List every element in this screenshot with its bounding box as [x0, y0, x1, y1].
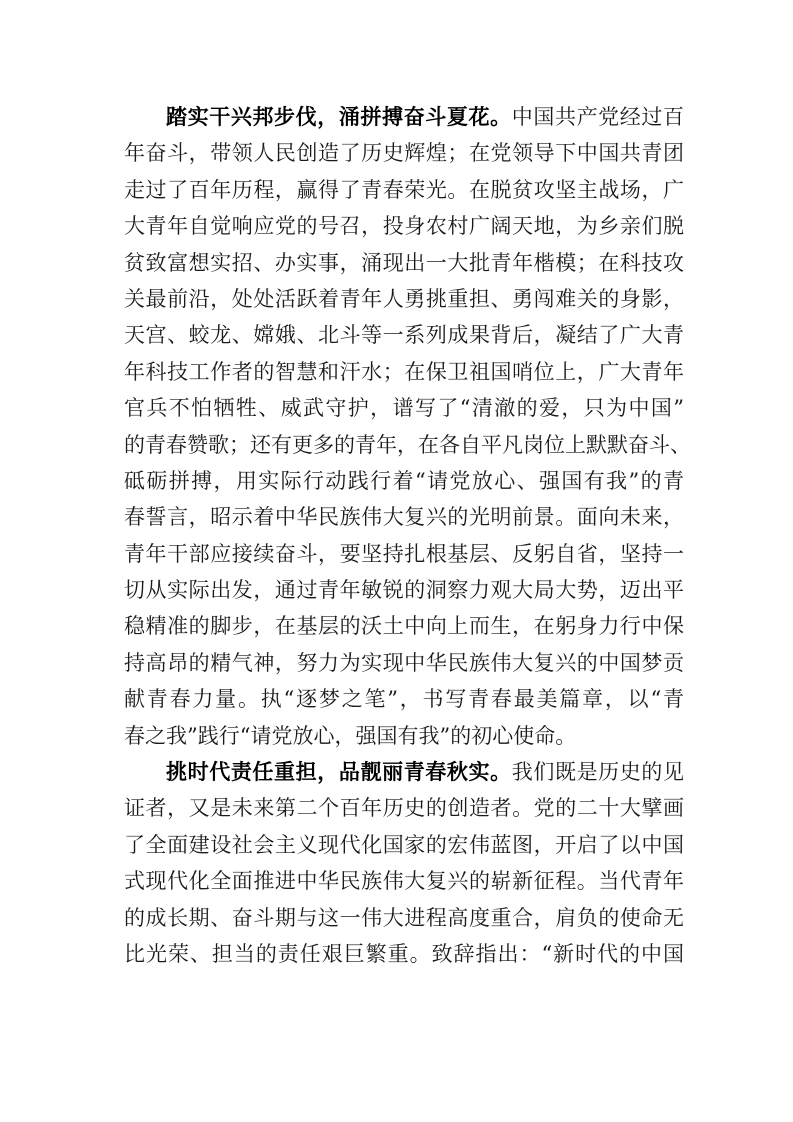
text-line: 切从实际出发，通过青年敏锐的洞察力观大局大势，迈出平: [124, 578, 684, 603]
text-line: 关最前沿，处处活跃着青年人勇挑重担、勇闯难关的身影，: [124, 286, 684, 311]
text-line: 年奋斗，带领人民创造了历史辉煌；在党领导下中国共青团: [124, 141, 684, 166]
text-line: 大青年自觉响应党的号召，投身农村广阔天地，为乡亲们脱: [124, 214, 684, 239]
text-line: 年科技工作者的智慧和汗水；在保卫祖国哨位上，广大青年: [124, 359, 684, 384]
paragraph-text: 我们既是历史的见: [511, 760, 685, 785]
text-line: 走过了百年历程，赢得了青春荣光。在脱贫攻坚主战场，广: [124, 177, 684, 202]
paragraph-text: 中国共产党经过百: [511, 105, 685, 129]
paragraph: [124, 99, 691, 754]
text-line: 的成长期、奋斗期与这一伟大进程高度重合，肩负的使命无: [124, 905, 684, 930]
text-line: 天宫、蛟龙、嫦娥、北斗等一系列成果背后，凝结了广大青: [124, 323, 684, 348]
text-line: 式现代化全面推进中华民族伟大复兴的崭新征程。当代青年: [124, 869, 684, 894]
text-line: 的青春赞歌；还有更多的青年，在各自平凡岗位上默默奋斗、: [124, 432, 691, 457]
paragraph: [124, 754, 684, 972]
text-line: 证者，又是未来第二个百年历史的创造者。党的二十大擘画: [124, 796, 684, 821]
text-line: 了全面建设社会主义现代化国家的宏伟蓝图，开启了以中国: [124, 832, 684, 857]
text-line: 春誓言，昭示着中华民族伟大复兴的光明前景。面向未来，: [124, 505, 684, 530]
text-line: 春之我”践行“请党放心，强国有我”的初心使命。: [124, 723, 577, 748]
paragraph-lead-heading: 挑时代责任重担，品靓丽青春秋实。: [166, 759, 512, 785]
document-body: [124, 99, 691, 972]
text-line: 献青春力量。执“逐梦之笔”，书写青春最美篇章，以“青: [124, 687, 684, 712]
text-line: 稳精准的脚步，在基层的沃土中向上而生，在躬身力行中保: [124, 614, 684, 639]
text-line: 比光荣、担当的责任艰巨繁重。致辞指出：“新时代的中国: [124, 941, 684, 966]
text-line: 官兵不怕牺牲、威武守护，谱写了“清澈的爱，只为中国”: [124, 396, 684, 421]
paragraph-lead-heading: 踏实干兴邦步伐，涌拼搏奋斗夏花。: [166, 104, 512, 129]
text-line: 砥砺拼搏，用实际行动践行着“请党放心、强国有我”的青: [124, 468, 684, 493]
text-line: [124, 754, 684, 790]
text-line: 青年干部应接续奋斗，要坚持扎根基层、反躬自省，坚持一: [124, 541, 684, 566]
text-line: [124, 99, 684, 135]
text-line: 贫致富想实招、办实事，涌现出一大批青年楷模；在科技攻: [124, 250, 684, 275]
text-line: 持高昂的精气神，努力为实现中华民族伟大复兴的中国梦贡: [124, 650, 684, 675]
